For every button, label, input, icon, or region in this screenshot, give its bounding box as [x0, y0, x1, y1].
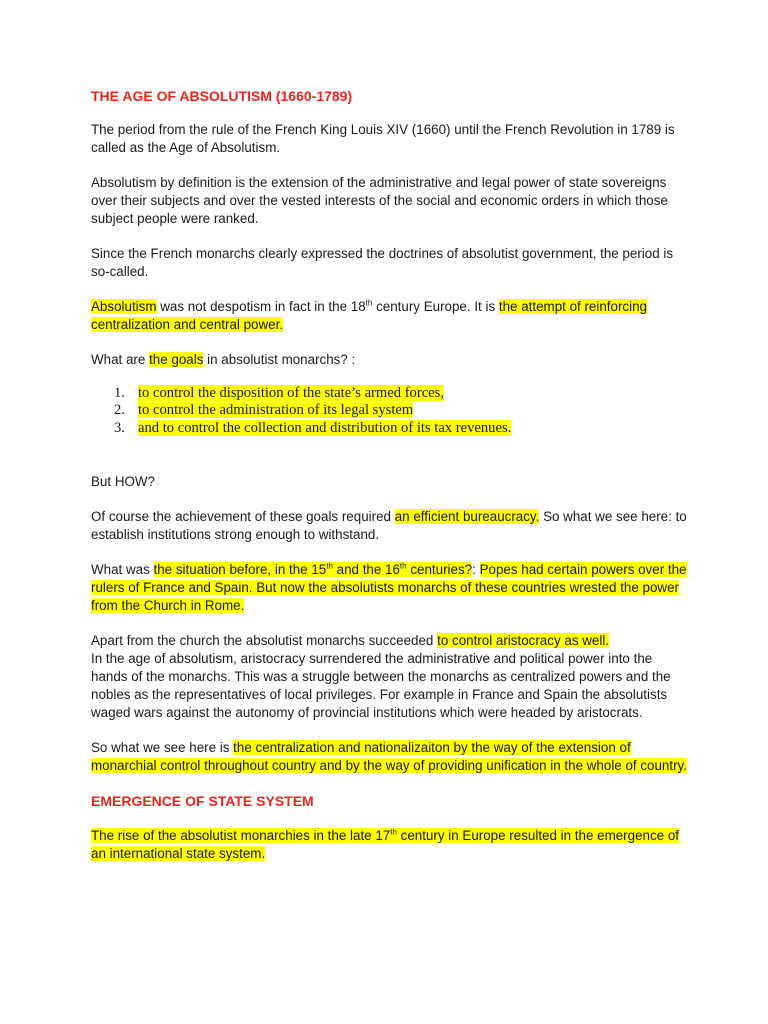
spacer — [91, 437, 691, 473]
paragraph-definition-absolutism: Absolutism by definition is the extension of the administrative and legal power of state sovereigns over their subjects and over the vested interests of the social and economic orders in which those subject people were ranked. — [91, 175, 668, 226]
highlight-popes: Popes had certain powers over the rulers of France and Spain. But now the absolutists monarchs of these countries wrested the power from the Church in Rome. — [91, 561, 687, 613]
superscript: th — [390, 827, 397, 837]
paragraph-struggle: In the age of absolutism, aristocracy surrendered the administrative and political power into the hands of the monarchs. This was a struggle between the monarchs as centralized powers and the nobles as the representatives of local privileges. For example in France and Spain the absolutists waged wars against the autonomy of provincial institutions which were headed by aristocrats. — [91, 650, 671, 720]
paragraph-situation-before — [91, 561, 691, 615]
highlight-state-system — [91, 828, 679, 861]
text-segment: What was — [91, 561, 154, 577]
text-segment: Of course the achievement of these goals required — [91, 508, 395, 524]
highlight-goals: the goals — [149, 352, 204, 367]
superscript: th — [365, 298, 373, 308]
highlight-bureaucracy: an efficient bureaucracy. — [394, 508, 540, 524]
text-segment: So what we see here: to establish institutions strong enough to withstand. — [91, 508, 687, 542]
list-item-text: to control the administration of its legal system — [138, 402, 414, 419]
paragraph-but-how: But HOW? — [91, 473, 155, 489]
paragraph-so-called: Since the French monarchs clearly expressed the doctrines of absolutist government, the period is so-called. — [91, 246, 674, 279]
superscript: th — [399, 561, 407, 571]
list-number: 2. — [114, 402, 125, 419]
highlight-aristocracy: to control aristocracy as well. — [437, 632, 610, 648]
list-item-text: to control the disposition of the state’s armed forces, — [138, 385, 444, 401]
paragraph-definition-period: The period from the rule of the French King Louis XIV (1660) until the French Revolution in 1789 is called as the Age of Absolutism. — [91, 122, 675, 155]
list-item — [114, 419, 691, 437]
paragraph-not-despotism — [91, 298, 691, 334]
list-item — [114, 385, 691, 402]
text-segment: : — [472, 561, 480, 577]
text-segment: and the 16 — [332, 561, 400, 577]
highlight-nationalization: the centralization and nationalizaiton by the way of the extension of monarchial control throughout country and by the way of providing unification in the whole of country. — [91, 739, 687, 773]
goals-list — [91, 385, 691, 437]
text-segment: Apart from the church the absolutist monarchs succeeded — [91, 632, 438, 648]
highlight-centralization: the attempt of reinforcing centralization and central power. — [91, 299, 647, 332]
highlight-absolutism: Absolutism — [91, 299, 157, 314]
paragraph-bureaucracy — [91, 508, 691, 544]
text-segment: was not despotism in fact in the 18 — [156, 299, 366, 314]
text-segment: The rise of the absolutist monarchies in the late 17 — [91, 827, 391, 843]
list-item — [114, 402, 691, 419]
paragraph-goals-question — [91, 351, 691, 369]
superscript: th — [326, 561, 333, 571]
document-body — [91, 87, 691, 880]
paragraph-centralization — [91, 739, 691, 775]
paragraph-state-system — [91, 827, 691, 863]
list-item-text: and to control the collection and distribution of its tax revenues. — [138, 419, 512, 436]
text-segment: centuries? — [406, 561, 473, 577]
paragraph-aristocracy — [91, 632, 691, 650]
text-segment: the situation before, in the 15 — [153, 561, 327, 577]
text-segment: century in Europe resulted in the emergence of an international state system. — [91, 827, 680, 861]
list-number: 3. — [114, 419, 125, 436]
page-title: THE AGE OF ABSOLUTISM (1660-1789) — [91, 88, 353, 104]
text-segment: What are — [91, 352, 150, 367]
text-segment: in absolutist monarchs? : — [203, 352, 356, 367]
list-number: 1. — [114, 385, 125, 401]
highlight-situation — [154, 562, 473, 577]
text-segment: So what we see here is — [91, 739, 234, 755]
section-heading: EMERGENCE OF STATE SYSTEM — [91, 792, 314, 809]
text-segment: century Europe. It is — [372, 299, 499, 314]
